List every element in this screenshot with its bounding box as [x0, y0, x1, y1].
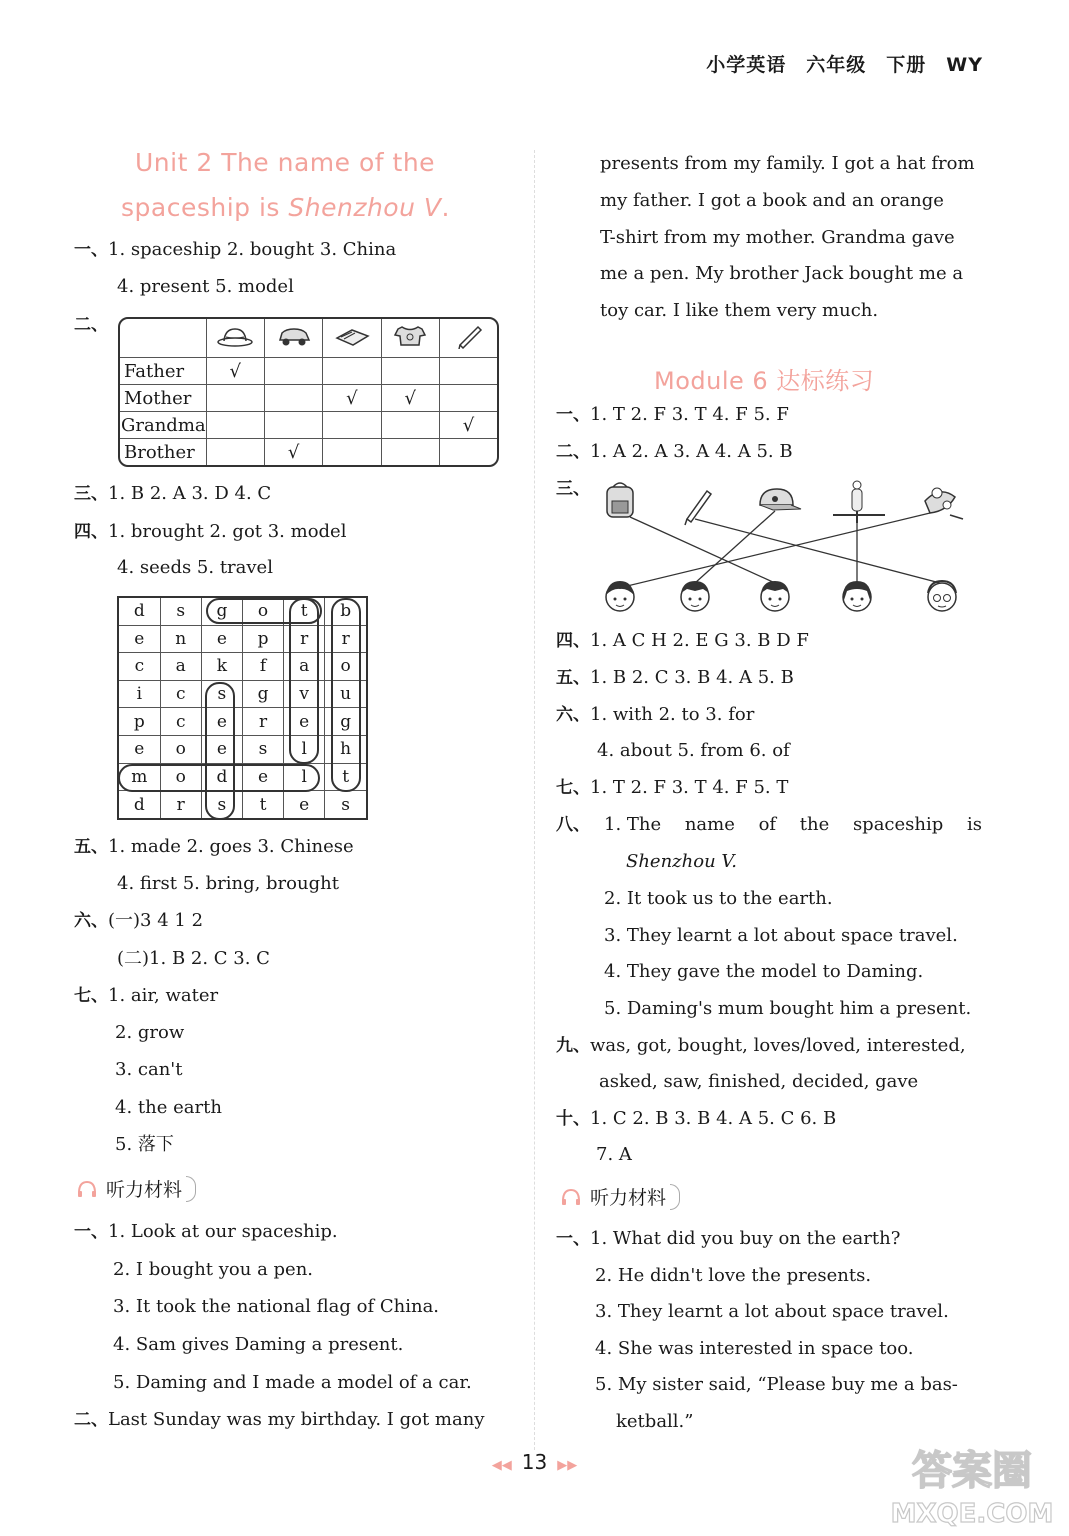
r-s9-a: 九、was, got, bought, loves/loved, interested,: [556, 1035, 966, 1056]
unit-title-line2: spaceship is Shenzhou V.: [121, 193, 450, 222]
l-l1-a: 一、1. Look at our spaceship.: [74, 1221, 338, 1242]
r-s3-num: 三、: [556, 479, 590, 499]
r-cont-1: my father. I got a book and an orange: [600, 190, 944, 211]
r-s5: 五、1. B 2. C 3. B 4. A 5. B: [556, 667, 794, 688]
l-s1-b: 4. present 5. model: [117, 276, 294, 297]
hat-icon: [206, 319, 264, 358]
r-l1-f: ketball.”: [616, 1411, 694, 1432]
row-label: Brother: [120, 439, 206, 465]
l-s7-a: 七、1. air, water: [74, 985, 219, 1006]
r-s8-num: 八、: [556, 815, 590, 835]
boy-face-icon: [681, 581, 709, 611]
l-s7-c: 3. can't: [115, 1059, 183, 1080]
r-s9-b: asked, saw, finished, decided, gave: [599, 1071, 919, 1092]
header-edition: WY: [946, 54, 983, 76]
r-s8-e: 5. Daming's mum bought him a present.: [604, 998, 972, 1019]
unit-title-line1: Unit 2 The name of the: [135, 148, 436, 177]
l-s5-b: 4. first 5. bring, brought: [117, 873, 339, 894]
toy-car-icon: [264, 319, 322, 358]
l-s7-e: 5. 落下: [115, 1134, 174, 1155]
r-s8-c: 3. They learnt a lot about space travel.: [604, 925, 958, 946]
header-grade: 六年级: [806, 54, 867, 76]
l-s4-b: 4. seeds 5. travel: [117, 557, 273, 578]
r-s10-b: 7. A: [596, 1144, 632, 1165]
r-l1-e: 5. My sister said, “Please buy me a bas-: [595, 1374, 958, 1395]
r-s7: 七、1. T 2. F 3. T 4. F 5. T: [556, 777, 789, 798]
girl-face-icon: [843, 581, 871, 611]
l-s1-a: 一、1. spaceship 2. bought 3. China: [74, 239, 397, 260]
l-s5-a: 五、1. made 2. goes 3. Chinese: [74, 836, 354, 857]
l-s7-b: 2. grow: [115, 1022, 185, 1043]
matching-diagram: [595, 475, 975, 625]
prev-arrows-icon: ◀◀: [491, 1458, 512, 1473]
listening-label-right: 听力材料: [560, 1183, 680, 1210]
r-cont-4: toy car. I like them very much.: [600, 300, 879, 321]
r-s8-b: 2. It took us to the earth.: [604, 888, 833, 909]
pen-icon: [439, 319, 497, 358]
r-l1-c: 3. They learnt a lot about space travel.: [595, 1301, 949, 1322]
row-label: Father: [120, 358, 206, 385]
l-l1-c: 3. It took the national flag of China.: [113, 1296, 440, 1317]
r-s8-a2: Shenzhou V.: [626, 851, 737, 872]
r-cont-0: presents from my family. I got a hat from: [600, 153, 975, 174]
headphones-icon: [76, 1179, 98, 1199]
svg-text:答案圈: 答案圈: [912, 1448, 1032, 1494]
r-s8-a: 1. The name of the spaceship is: [604, 814, 982, 835]
r-s6-b: 4. about 5. from 6. of: [597, 740, 790, 761]
r-s8-d: 4. They gave the model to Daming.: [604, 961, 924, 982]
book-icon: [323, 319, 381, 358]
cap-icon: [760, 489, 801, 510]
l-s4-a: 四、1. brought 2. got 3. model: [74, 521, 347, 542]
grandma-face-icon: [928, 581, 956, 611]
l-s6-b: (二)1. B 2. C 3. C: [117, 948, 270, 969]
r-cont-3: me a pen. My brother Jack bought me a: [600, 263, 964, 284]
spaceship-model-icon: [833, 481, 885, 523]
backpack-icon: [607, 483, 633, 517]
r-s10-a: 十、1. C 2. B 3. B 4. A 5. C 6. B: [556, 1108, 837, 1129]
header-subject: 小学英语: [706, 54, 787, 76]
l-l1-e: 5. Daming and I made a model of a car.: [113, 1372, 472, 1393]
r-l1-a: 一、1. What did you buy on the earth?: [556, 1228, 901, 1249]
l-s2-num: 二、: [74, 315, 108, 335]
watermark-logo: [884, 1436, 1059, 1531]
l-l2-a: 二、Last Sunday was my birthday. I got many: [74, 1409, 485, 1430]
girl-face-icon: [606, 581, 634, 611]
svg-text:MXQE.COM: MXQE.COM: [890, 1499, 1054, 1529]
gift-table: Father √ Mother √ √ Grandma √ Brother √: [118, 317, 499, 467]
r-s4: 四、1. A C H 2. E G 3. B D F: [556, 630, 809, 651]
header-term: 下册: [886, 54, 927, 76]
r-l1-b: 2. He didn't love the presents.: [595, 1265, 872, 1286]
word-search-grid: d s g o t b e n e p r r c a k f a o i c s g v u p c e r e g e o e s l h m o d e l t d r s t e s: [117, 596, 368, 820]
l-s6-a: 六、(一)3 4 1 2: [74, 910, 204, 931]
l-l1-d: 4. Sam gives Daming a present.: [113, 1334, 404, 1355]
page-header: [686, 50, 983, 77]
boy-face-icon: [761, 581, 789, 611]
l-s3: 三、1. B 2. A 3. D 4. C: [74, 483, 272, 504]
l-l1-b: 2. I bought you a pen.: [113, 1259, 314, 1280]
toy-plane-icon: [925, 488, 963, 519]
l-s7-d: 4. the earth: [115, 1097, 222, 1118]
headphones-icon: [560, 1187, 582, 1207]
r-s2: 二、1. A 2. A 3. A 4. A 5. B: [556, 441, 793, 462]
r-l1-d: 4. She was interested in space too.: [595, 1338, 914, 1359]
t-shirt-icon: [381, 319, 439, 358]
column-divider: [534, 150, 535, 1450]
module-title: Module 6 达标练习: [654, 367, 875, 395]
next-arrows-icon: ▶▶: [557, 1458, 578, 1473]
r-cont-2: T-shirt from my mother. Grandma gave: [600, 227, 955, 248]
page-number: ◀◀ 13 ▶▶: [491, 1450, 578, 1474]
r-s6-a: 六、1. with 2. to 3. for: [556, 704, 755, 725]
row-label: Mother: [120, 385, 206, 412]
row-label: Grandma: [120, 412, 206, 439]
r-s1: 一、1. T 2. F 3. T 4. F 5. F: [556, 404, 789, 425]
listening-label-left: 听力材料: [76, 1175, 196, 1202]
